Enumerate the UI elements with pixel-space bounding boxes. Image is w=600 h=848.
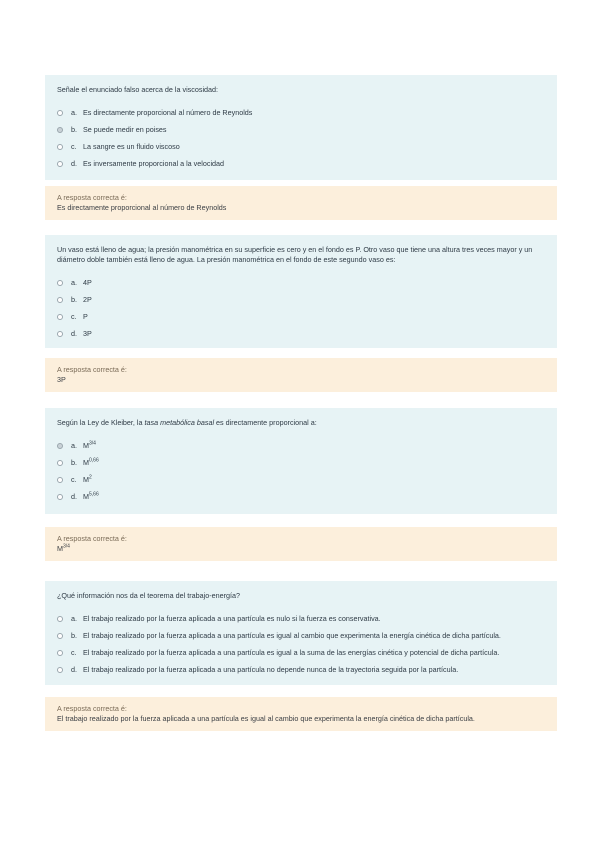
question-text [57, 245, 545, 265]
exponent: 3/4 [63, 543, 70, 550]
option-b[interactable] [57, 627, 545, 644]
option-letter: a. [71, 440, 77, 450]
option-text: P [83, 311, 88, 321]
radio-button[interactable] [57, 667, 63, 673]
radio-button[interactable] [57, 314, 63, 320]
radio-button[interactable] [57, 633, 63, 639]
option-a[interactable] [57, 274, 545, 291]
radio-button-selected[interactable] [57, 443, 63, 449]
exponent: 5,66 [89, 491, 99, 498]
radio-button[interactable] [57, 477, 63, 483]
option-b[interactable] [57, 121, 545, 138]
option-letter: b. [71, 457, 77, 467]
radio-button[interactable] [57, 331, 63, 337]
option-letter: c. [71, 311, 77, 321]
exponent: 2 [89, 474, 92, 481]
question-3 [45, 408, 557, 514]
option-d[interactable] [57, 661, 545, 678]
question-4 [45, 581, 557, 685]
option-letter: b. [71, 124, 77, 134]
option-text: El trabajo realizado por la fuerza aplicada a una partícula es igual a la suma de las energías cinética y potencial de dicha partícula. [83, 647, 500, 657]
option-letter: c. [71, 141, 77, 151]
option-letter: d. [71, 491, 77, 501]
answer-label: A resposta correcta é: [57, 534, 127, 543]
option-c[interactable] [57, 138, 545, 155]
answer-text: Es directamente proporcional al número de Reynolds [57, 203, 227, 212]
question-1 [45, 75, 557, 180]
mass-symbol: M [83, 457, 89, 467]
option-c[interactable] [57, 644, 545, 661]
option-letter: b. [71, 630, 77, 640]
radio-button[interactable] [57, 297, 63, 303]
option-text: El trabajo realizado por la fuerza aplicada a una partícula es nulo si la fuerza es conservativa. [83, 613, 381, 623]
option-letter: a. [71, 107, 77, 117]
answer-feedback-2 [45, 358, 557, 392]
question-text: ¿Qué información nos da el teorema del trabajo-energía? [57, 591, 240, 600]
option-letter: c. [71, 474, 77, 484]
option-c[interactable] [57, 471, 545, 488]
question-text-part: es directamente proporcional a: [214, 418, 317, 427]
radio-button[interactable] [57, 144, 63, 150]
option-text [83, 458, 99, 468]
mass-symbol: M [83, 440, 89, 450]
option-text: Se puede medir en poises [83, 124, 167, 134]
exponent: 0,66 [89, 457, 99, 464]
option-text: Es directamente proporcional al número de Reynolds [83, 107, 253, 117]
option-letter: a. [71, 613, 77, 623]
answer-text: 3P [57, 375, 66, 384]
radio-button-selected[interactable] [57, 127, 63, 133]
answer-label: A resposta correcta é: [57, 193, 127, 202]
answer-feedback-1 [45, 186, 557, 220]
option-text: Es inversamente proporcional a la velocidad [83, 158, 225, 168]
option-letter: b. [71, 294, 77, 304]
mass-symbol: M [83, 474, 89, 484]
option-text [83, 441, 96, 451]
exponent: 3/4 [89, 440, 96, 447]
option-a[interactable] [57, 104, 545, 121]
option-b[interactable] [57, 454, 545, 471]
option-d[interactable] [57, 155, 545, 172]
answer-text: El trabajo realizado por la fuerza aplicada a una partícula es igual al cambio que experimenta la energía cinética de dicha partícula. [57, 714, 475, 723]
mass-symbol: M [83, 491, 89, 501]
question-text-part: Según la Ley de Kleiber, la [57, 418, 145, 427]
option-text: El trabajo realizado por la fuerza aplicada a una partícula es igual al cambio que experimenta la energía cinética de dicha partícula. [83, 630, 501, 640]
radio-button[interactable] [57, 616, 63, 622]
option-a[interactable] [57, 437, 545, 454]
option-letter: d. [71, 158, 77, 168]
question-2 [45, 235, 557, 348]
question-text: Señale el enunciado falso acerca de la viscosidad: [57, 85, 219, 94]
option-d[interactable] [57, 488, 545, 505]
option-b[interactable] [57, 291, 545, 308]
option-text: 4P [83, 277, 92, 287]
option-letter: d. [71, 664, 77, 674]
option-d[interactable] [57, 325, 545, 342]
answer-feedback-4 [45, 697, 557, 731]
option-text: La sangre es un fluido viscoso [83, 141, 180, 151]
question-text-line-1: Un vaso está lleno de agua; la presión manométrica en su superficie es cero y en el fondo es P. Otro vaso que tiene una altura tres veces mayor y un [57, 245, 533, 254]
option-c[interactable] [57, 308, 545, 325]
mass-symbol: M [57, 544, 63, 553]
question-text-line-2: diámetro doble también está lleno de agua. La presión manométrica en el fondo de este segundo vaso es: [57, 255, 396, 264]
option-letter: a. [71, 277, 77, 287]
option-letter: d. [71, 328, 77, 338]
radio-button[interactable] [57, 161, 63, 167]
answer-label: A resposta correcta é: [57, 704, 127, 713]
option-text: 2P [83, 294, 92, 304]
option-letter: c. [71, 647, 77, 657]
radio-button[interactable] [57, 460, 63, 466]
question-text [57, 418, 545, 428]
option-text [83, 475, 92, 485]
option-a[interactable] [57, 610, 545, 627]
question-text-emphasis: tasa metabólica basal [144, 418, 215, 427]
answer-text [57, 544, 545, 554]
answer-feedback-3 [45, 527, 557, 561]
answer-label: A resposta correcta é: [57, 365, 127, 374]
option-text: 3P [83, 328, 92, 338]
option-text: El trabajo realizado por la fuerza aplicada a una partícula no depende nunca de la trayectoria seguida por la partícula. [83, 664, 459, 674]
radio-button[interactable] [57, 110, 63, 116]
radio-button[interactable] [57, 280, 63, 286]
option-text [83, 492, 99, 502]
radio-button[interactable] [57, 650, 63, 656]
radio-button[interactable] [57, 494, 63, 500]
